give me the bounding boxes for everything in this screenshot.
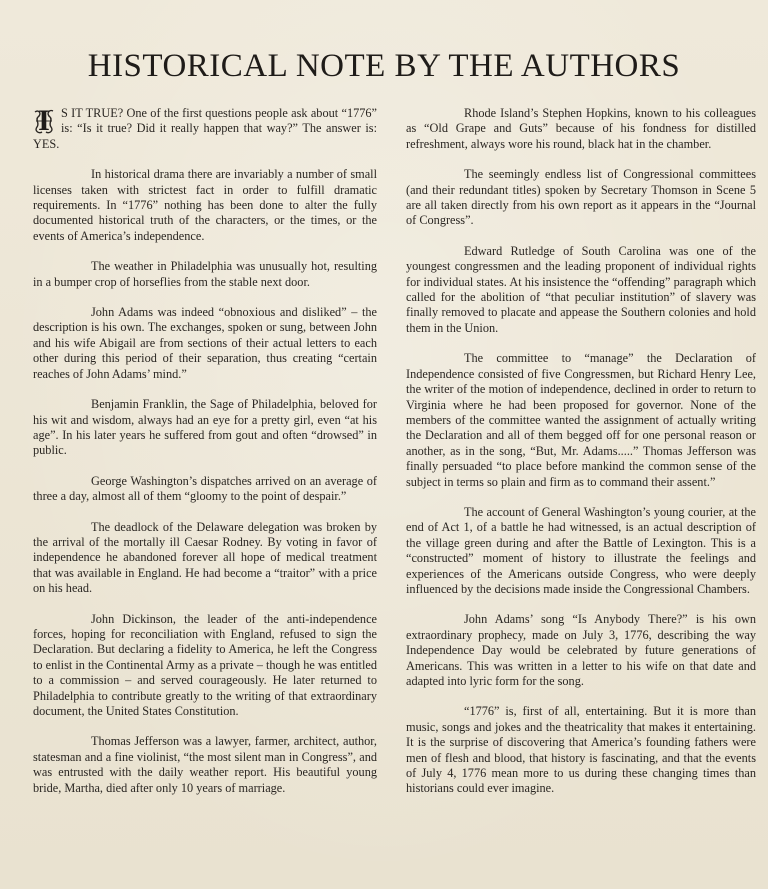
paragraph-is-it-true — [33, 106, 377, 152]
paragraph-historical-drama: In historical drama there are invariably a number of small licenses taken with strictest fact in order to fulfill dramatic requirements. In “1776” nothing has been done to alter the fully documented historical truth of the characters, or the times, or the events of America’s independence. — [33, 167, 377, 243]
paragraph-edward-rutledge: Edward Rutledge of South Carolina was one of the youngest congressmen and the leading proponent of individual rights for individual states. At his insistence the “offending” paragraph which called for the abolition of “that peculiar institution” of slavery was finally removed to placate and appease the Southern colonies and hold them in the Union. — [406, 243, 756, 335]
paragraph-john-adams: John Adams was indeed “obnoxious and disliked” – the description is his own. The exchanges, spoken or sung, between John and his wife Abigail are from sections of their actual letters to each other during this period of their separation, thus creating “certain reaches of John Adams’ mind.” — [33, 305, 377, 381]
paragraph-text: S IT TRUE? One of the first questions people ask about “1776” is: “Is it true? Did it really happen that way?” The answer is: YES. — [33, 106, 377, 151]
paragraph-congressional-committees: The seemingly endless list of Congressional committees (and their redundant titles) spoken by Secretary Thomson in Scene 5 are all taken directly from his own report as it appears in the “Journal of Congress”. — [406, 167, 756, 228]
paragraph-1776-entertaining: “1776” is, first of all, entertaining. But it is more than music, songs and jokes and the theatricality that makes it entertaining. It is the surprise of discovering that America’s founding fathers were men of flesh and blood, that history is fascinating, and that the events of July 4, 1776 mean more to us during these changing times than historians could ever imagine. — [406, 704, 756, 796]
paragraph-thomas-jefferson: Thomas Jefferson was a lawyer, farmer, architect, author, statesman and a fine violinist, “the most silent man in Congress”, and was entrusted with the daily weather report. His beautiful young bride, Martha, died after only 10 years of marriage. — [33, 734, 377, 795]
left-column — [33, 106, 377, 811]
paragraph-washington-courier: The account of General Washington’s young courier, at the end of Act 1, of a battle he had witnessed, is an actual description of the village green during and after the Battle of Lexington. This is a “constructed” moment of history to illustrate the feelings and experiences of the Americans outside Congress, who were deeply influenced by the decisions made inside the Congressional Chambers. — [406, 504, 756, 596]
paragraph-benjamin-franklin: Benjamin Franklin, the Sage of Philadelphia, beloved for his wit and wisdom, always had an eye for a pretty girl, even “at his age”. In his later years he suffered from gout and often “drowsed” in public. — [33, 397, 377, 458]
paragraph-george-washington: George Washington’s dispatches arrived on an average of three a day, almost all of them “gloomy to the point of despair.” — [33, 473, 377, 504]
right-column — [406, 106, 756, 812]
paragraph-stephen-hopkins: Rhode Island’s Stephen Hopkins, known to his colleagues as “Old Grape and Guts” because of his fondness for distilled refreshment, always wore his round, black hat in the chamber. — [406, 106, 756, 151]
paragraph-john-dickinson: John Dickinson, the leader of the anti-independence forces, hoping for reconciliation with England, refused to sign the Declaration. But declaring a fidelity to America, he left the Congress to enlist in the Continental Army as a private – though he was entitled to a commission – and served courageously. He later returned to Philadelphia to contribute greatly to the writing of that extraordinary document, the United States Constitution. — [33, 611, 377, 718]
paragraph-weather: The weather in Philadelphia was unusually hot, resulting in a bumper crop of horseflies from the stable next door. — [33, 259, 377, 289]
paragraph-delaware-delegation: The deadlock of the Delaware delegation was broken by the arrival of the mortally ill Caesar Rodney. By voting in favor of independence he abandoned forever all hope of medical treatment that was available in England. He had become a “traitor” with a price on his head. — [33, 519, 377, 596]
paragraph-is-anybody-there: John Adams’ song “Is Anybody There?” is his own extraordinary prophecy, made on July 3, 1776, describing the way Independence Day would be celebrated by future generations of Americans. This was written in a letter to his wife on that date and adapted into lyric form for the song. — [406, 612, 756, 688]
page-title: HISTORICAL NOTE BY THE AUTHORS — [87, 48, 681, 84]
paragraph-declaration-committee: The committee to “manage” the Declaration of Independence consisted of five Congressmen, but Richard Henry Lee, the writer of the motion of independence, declined in order to return to Virginia where he had been proposed for governor. None of the members of the committee wanted the assignment of actually writing the Declaration and all of them begged off for one personal reason or another, as in the song, “But, Mr. Adams.....” Thomas Jefferson was finally persuaded “to place before mankind the common sense of the subject in terms so plain and firm as to command their assent.” — [406, 351, 756, 489]
ornamental-dropcap — [33, 104, 55, 137]
dropcap-letter: I — [38, 104, 50, 137]
